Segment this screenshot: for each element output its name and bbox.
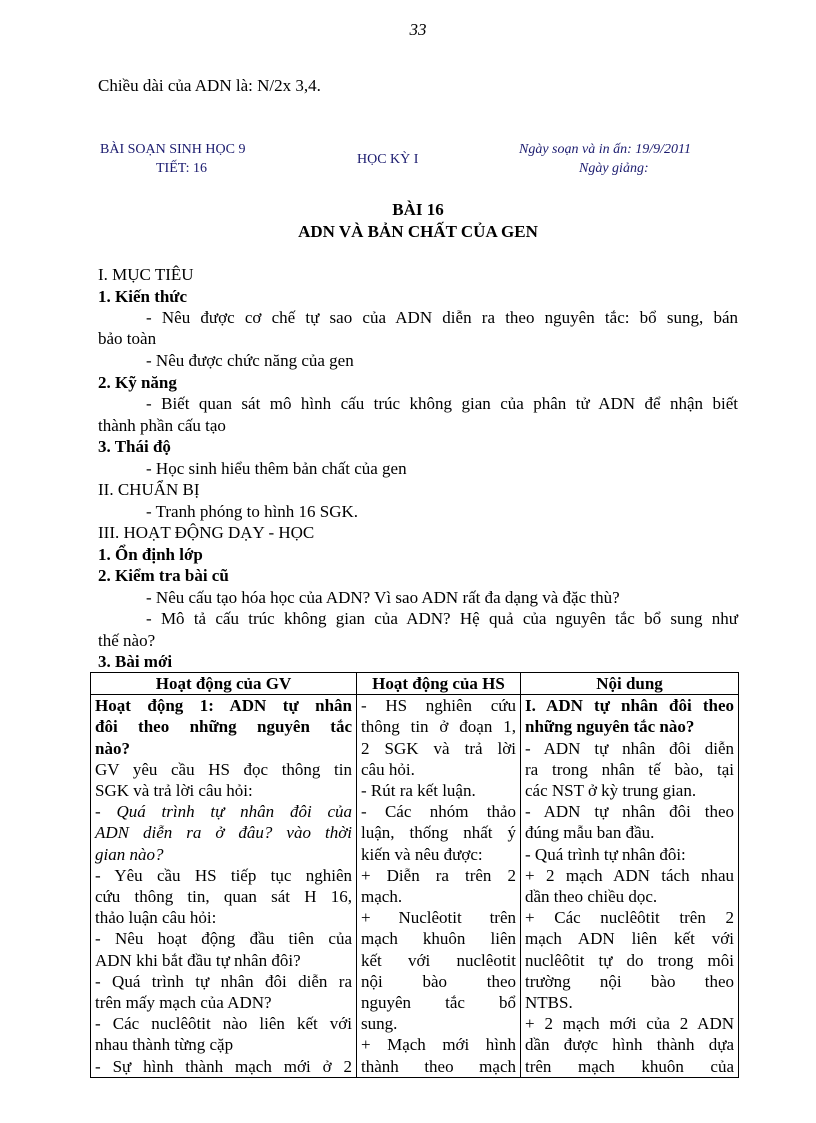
intro-line: Chiều dài của ADN là: N/2x 3,4. xyxy=(98,76,321,95)
cell-text: + 2 mạch mới của 2 ADN xyxy=(525,1014,734,1034)
cell-text: - Rút ra kết luận. xyxy=(361,781,476,801)
cell-text: - Nêu hoạt động đầu tiên của xyxy=(95,929,352,949)
cell-text: nuclêôtit tự do trong môi xyxy=(525,950,734,970)
activity-title: Hoạt động 1: ADN tự nhân xyxy=(95,696,352,716)
paragraph: - Biết quan sát mô hình cấu trúc không gian của phân tử ADN để nhận biết xyxy=(146,394,738,413)
lesson-title: ADN VÀ BẢN CHẤT CỦA GEN xyxy=(298,222,538,241)
activity-title: đôi theo những nguyên tắc xyxy=(95,717,352,737)
cell-text: - Quá trình tự nhân đôi: xyxy=(525,844,686,864)
cell-text: GV yêu cầu HS đọc thông tin xyxy=(95,759,352,779)
cell-text: kiến và nêu được: xyxy=(361,844,483,864)
header-date: Ngày soạn và in ấn: 19/9/2011 xyxy=(519,142,692,157)
lesson-number: BÀI 16 xyxy=(392,200,444,219)
header-subject: BÀI SOẠN SINH HỌC 9 xyxy=(100,142,246,157)
cell-text: 2 SGK và trả lời xyxy=(361,738,516,758)
header-semester: HỌC KỲ I xyxy=(357,152,419,167)
cell-text: + Diễn ra trên 2 xyxy=(361,865,516,885)
cell-text: thảo luận câu hỏi: xyxy=(95,908,217,928)
cell-text: - Sự hình thành mạch mới ở 2 xyxy=(95,1056,352,1076)
cell-text: ADN khi bắt đầu tự nhân đôi? xyxy=(95,950,301,970)
section-heading: II. CHUẨN BỊ xyxy=(98,480,200,499)
cell-text: đúng mẫu ban đầu. xyxy=(525,823,655,843)
paragraph: - Học sinh hiểu thêm bản chất của gen xyxy=(146,459,407,478)
cell-text: mạch. xyxy=(361,887,403,907)
cell-text: - ADN tự nhân đôi diễn xyxy=(525,738,734,758)
header-teaching-date: Ngày giảng: xyxy=(579,161,649,176)
subsection-heading: 3. Thái độ xyxy=(98,437,171,456)
subsection-heading: 1. Ổn định lớp xyxy=(98,545,203,564)
cell-text: mạch ADN liên kết với xyxy=(525,929,734,949)
student-activity-cell xyxy=(357,695,521,1078)
paragraph: thế nào? xyxy=(98,631,156,650)
cell-text: - Yêu cầu HS tiếp tục nghiên xyxy=(95,865,352,885)
cell-text: kết với nuclêotit xyxy=(361,950,516,970)
cell-text: thành theo mạch xyxy=(361,1056,516,1076)
table-header-row xyxy=(91,673,739,695)
cell-text: trên mấy mạch của ADN? xyxy=(95,993,272,1013)
subsection-heading: 1. Kiến thức xyxy=(98,287,188,306)
cell-text: nguyên tắc bổ xyxy=(361,993,516,1013)
column-header: Hoạt động của GV xyxy=(91,673,357,695)
cell-text: nội bào theo xyxy=(361,971,516,991)
cell-text: + Nuclêotit trên xyxy=(361,908,516,928)
paragraph: thành phần cấu tạo xyxy=(98,416,226,435)
subsection-heading: 2. Kỹ năng xyxy=(98,373,177,392)
header-period: TIẾT: 16 xyxy=(156,161,208,176)
cell-text: trường nội bào theo xyxy=(525,971,734,991)
question-text: ADN diễn ra ở đâu? vào thời xyxy=(95,823,352,843)
cell-text: các NST ở kỳ trung gian. xyxy=(525,781,697,801)
cell-text: dần theo chiều dọc. xyxy=(525,887,658,907)
page-number: 33 xyxy=(409,20,427,39)
cell-text: trên mạch khuôn của xyxy=(525,1056,734,1076)
cell-text: cứu thông tin, quan sát H 16, xyxy=(95,887,352,907)
content-heading: những nguyên tắc nào? xyxy=(525,717,695,737)
cell-text: + Các nuclêôtit trên 2 xyxy=(525,908,734,928)
paragraph: - Nêu cấu tạo hóa học của ADN? Vì sao ADN rất đa dạng và đặc thù? xyxy=(146,588,620,607)
cell-text: - HS nghiên cứu xyxy=(361,696,516,716)
content-cell xyxy=(521,695,739,1078)
subsection-heading: 3. Bài mới xyxy=(98,652,173,671)
cell-text: mạch khuôn liên xyxy=(361,929,516,949)
cell-text: thông tin ở đoạn 1, xyxy=(361,717,516,737)
cell-text: sung. xyxy=(361,1014,398,1034)
activity-title: nào? xyxy=(95,738,130,758)
cell-text: luận, thống nhất ý xyxy=(361,823,516,843)
cell-text: - Quá trình tự nhân đôi diễn ra xyxy=(95,971,352,991)
column-header: Hoạt động của HS xyxy=(357,673,521,695)
cell-text: NTBS. xyxy=(525,993,573,1013)
cell-text: + 2 mạch ADN tách nhau xyxy=(525,865,734,885)
section-heading: III. HOẠT ĐỘNG DẠY - HỌC xyxy=(98,523,315,542)
table-row xyxy=(91,695,739,1078)
subsection-heading: 2. Kiểm tra bài cũ xyxy=(98,566,229,585)
paragraph: bảo toàn xyxy=(98,329,157,348)
paragraph: - Tranh phóng to hình 16 SGK. xyxy=(146,502,359,521)
cell-text: dần được hình thành dựa xyxy=(525,1035,734,1055)
column-header: Nội dung xyxy=(521,673,739,695)
cell-text: nhau thành từng cặp xyxy=(95,1035,234,1055)
activity-table xyxy=(90,672,739,1078)
cell-text: ra trong nhân tế bào, tại xyxy=(525,759,734,779)
cell-text: SGK và trả lời câu hỏi: xyxy=(95,781,253,801)
section-heading: I. MỤC TIÊU xyxy=(98,265,194,284)
paragraph: - Nêu được cơ chế tự sao của ADN diễn ra theo nguyên tắc: bổ sung, bán xyxy=(146,308,738,327)
cell-text: - Các nhóm thảo xyxy=(361,802,516,822)
content-heading: I. ADN tự nhân đôi theo xyxy=(525,696,734,716)
question-text: gian nào? xyxy=(95,844,164,864)
paragraph: - Nêu được chức năng của gen xyxy=(146,351,354,370)
cell-text: - ADN tự nhân đôi theo xyxy=(525,802,734,822)
cell-text: - Các nuclêôtit nào liên kết với xyxy=(95,1014,352,1034)
teacher-activity-cell xyxy=(91,695,357,1078)
cell-text: + Mạch mới hình xyxy=(361,1035,516,1055)
paragraph: - Mô tả cấu trúc không gian của ADN? Hệ quả của nguyên tắc bổ sung như xyxy=(146,609,738,628)
question-text: - Quá trình tự nhân đôi của xyxy=(95,802,352,822)
cell-text: câu hỏi. xyxy=(361,759,415,779)
